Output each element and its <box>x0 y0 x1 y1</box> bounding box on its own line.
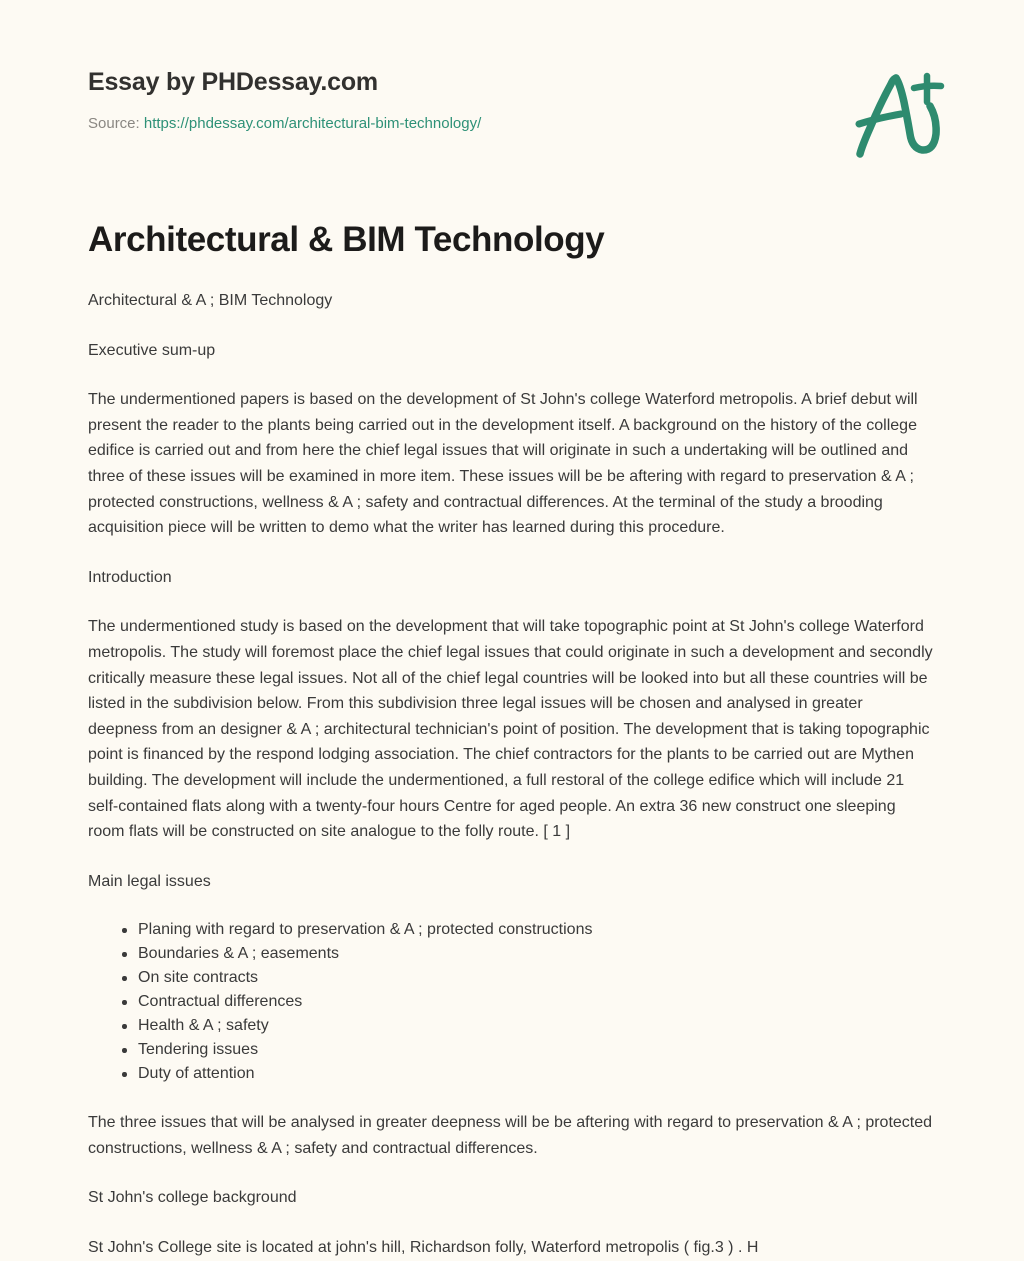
source-line <box>88 114 936 134</box>
a-plus-logo[interactable] <box>848 62 952 166</box>
paragraph-three-issues: The three issues that will be analysed in greater deepness will be be aftering with regard to preservation & A ; protected constructions, wellness & A ; safety and contractual differences. <box>88 1114 933 1157</box>
heading-introduction: Introduction <box>88 568 172 586</box>
list-item: Tendering issues <box>122 1038 936 1062</box>
heading-college-background: St John's college background <box>88 1189 297 1207</box>
page-title: Architectural & BIM Technology <box>88 220 605 259</box>
page-header <box>88 66 936 176</box>
source-url-link[interactable]: https://phdessay.com/architectural-bim-technology/ <box>143 115 482 132</box>
list-item: Health & A ; safety <box>122 1014 936 1038</box>
source-label: Source: <box>88 115 140 132</box>
heading-main-legal-issues: Main legal issues <box>88 872 211 890</box>
paragraph-subtitle: Architectural & A ; BIM Technology <box>88 292 333 309</box>
paragraph-introduction: The undermentioned study is based on the development that will take topographic point at St John's college Waterford metropolis. The study will foremost place the chief legal issues that could originate in such a development and secondly critically measure these legal issues. Not all of the chief legal countries will be looked into but all these countries will be listed in the subdivision below. From this subdivision three legal issues will be chosen and analysed in greater deepness from an designer & A ; architectural technician's point of position. The development that is taking topographic point is financed by the respond lodging association. The chief contractors for the plants to be carried out are Mythen building. The development will include the undermentioned, a full restoral of the college edifice which will include 21 self-contained flats along with a twenty-four hours Centre for aged people. An extra 36 new construct one sleeping room flats will be constructed on site analogue to the folly route. [ 1 ] <box>88 618 933 841</box>
document-body <box>88 218 936 1261</box>
list-item: Contractual differences <box>122 990 936 1014</box>
list-item: Planing with regard to preservation & A ; protected constructions <box>122 918 936 942</box>
legal-issues-list <box>88 918 936 1086</box>
brand-title: Essay by PHDessay.com <box>88 68 378 96</box>
paragraph-college-background: St John's College site is located at john's hill, Richardson folly, Waterford metropolis ( fig.3 ) . H <box>88 1239 759 1257</box>
list-item: Boundaries & A ; easements <box>122 942 936 966</box>
heading-executive-summary: Executive sum-up <box>88 341 216 359</box>
a-plus-logo-icon <box>848 62 952 166</box>
paragraph-executive-summary: The undermentioned papers is based on the development of St John's college Waterford metropolis. A brief debut will present the reader to the plants being carried out in the development itself. A background on the history of the college edifice is carried out and from here the chief legal issues that will originate in such a undertaking will be outlined and three of these issues will be examined in more item. These issues will be be aftering with regard to preservation & A ; protected constructions, wellness & A ; safety and contractual differences. At the terminal of the study a brooding acquisition piece will be written to demo what the writer has learned during this procedure. <box>88 391 918 537</box>
list-item: On site contracts <box>122 966 936 990</box>
list-item: Duty of attention <box>122 1062 936 1086</box>
